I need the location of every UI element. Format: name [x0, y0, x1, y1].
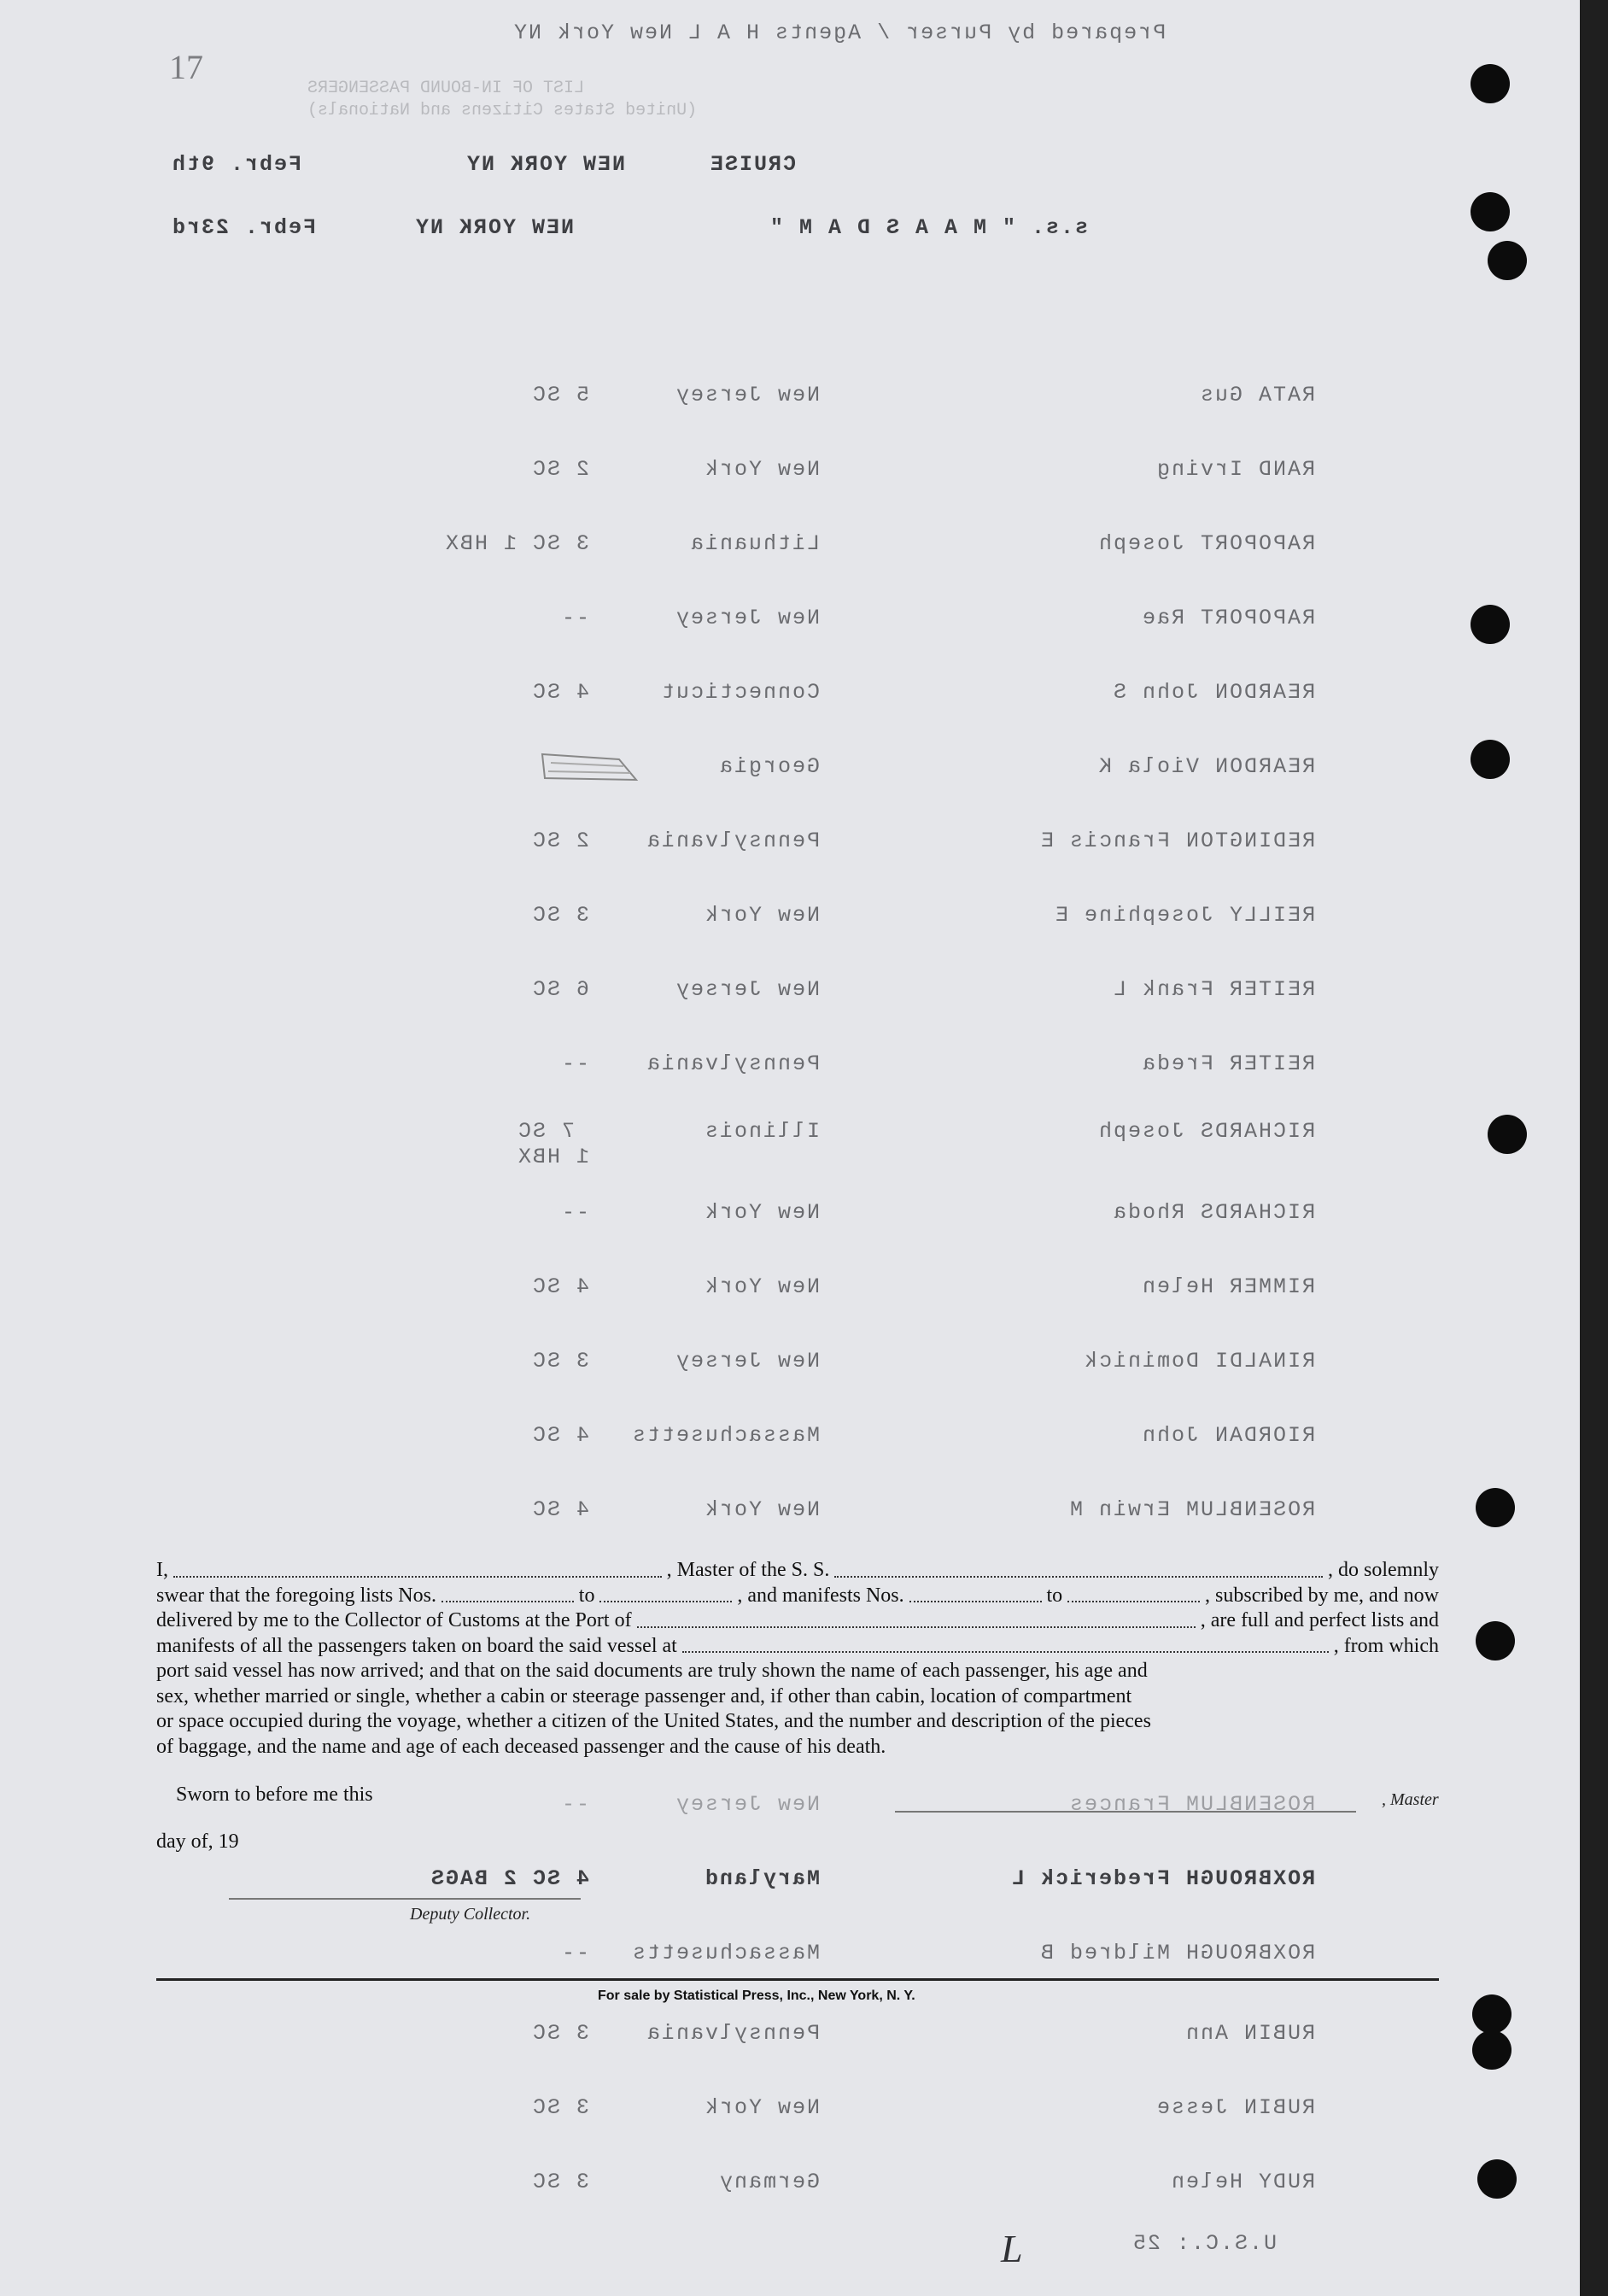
passenger-surname: REITER	[1227, 1051, 1315, 1076]
passenger-given-name: Mildred B	[1038, 1941, 1170, 1965]
passenger-surname: RAPOPORT	[1198, 606, 1315, 630]
passenger-baggage: --	[559, 1200, 589, 1225]
passenger-row	[0, 531, 1580, 565]
passenger-given-name: Joseph	[1096, 1119, 1184, 1144]
passenger-baggage: 6 SC	[530, 977, 589, 1002]
list-title: LIST OF IN-BOUND PASSENGERS	[307, 79, 585, 98]
passenger-residence: New York	[703, 1497, 820, 1522]
passenger-row	[0, 2095, 1580, 2129]
passenger-name	[956, 1792, 1315, 1817]
passenger-residence: Pennsylvania	[645, 829, 820, 853]
pencil-mark: L	[1001, 2227, 1023, 2270]
passenger-given-name: Frederick L	[1009, 1866, 1170, 1891]
passenger-residence: New Jersey	[674, 606, 820, 630]
passenger-residence: Germany	[717, 2170, 820, 2194]
passenger-name	[956, 1274, 1315, 1299]
punch-hole	[1488, 241, 1527, 280]
passenger-baggage: --	[559, 1051, 589, 1076]
passenger-baggage: 4 SC	[530, 1497, 589, 1522]
passenger-row	[0, 1200, 1580, 1234]
passenger-baggage: --	[559, 1941, 589, 1965]
passenger-name	[956, 1423, 1315, 1448]
passenger-residence: Connecticut	[659, 680, 820, 705]
passenger-row	[0, 1866, 1580, 1901]
passenger-given-name: John S	[1111, 680, 1199, 705]
passenger-surname: RAND	[1256, 457, 1315, 482]
passenger-baggage: 3 SC	[530, 2170, 589, 2194]
passenger-row	[0, 1941, 1580, 1975]
passenger-row	[0, 977, 1580, 1011]
passenger-baggage: 4 SC	[530, 1274, 589, 1299]
passenger-residence: Massachusetts	[630, 1941, 820, 1965]
passenger-baggage: 2 SC	[530, 457, 589, 482]
passenger-surname: RINALDI	[1213, 1349, 1315, 1374]
passenger-row	[0, 1051, 1580, 1086]
passenger-row	[0, 829, 1580, 863]
passenger-surname: RIORDAN	[1213, 1423, 1315, 1448]
passenger-baggage: 7 SC 1 HBX	[516, 1119, 589, 1169]
passenger-surname: RAPOPORT	[1198, 531, 1315, 556]
passenger-row	[0, 457, 1580, 491]
passenger-row	[0, 2170, 1580, 2204]
passenger-given-name: Jesse	[1155, 2095, 1228, 2120]
passenger-baggage: 5 SC	[530, 383, 589, 407]
passenger-name	[956, 829, 1315, 853]
passenger-baggage: --	[559, 1792, 589, 1817]
passenger-name	[956, 606, 1315, 630]
passenger-surname: REILLY	[1227, 903, 1315, 928]
passenger-row	[0, 1119, 1580, 1169]
departure-date: Febr. 9th	[171, 152, 302, 177]
passenger-given-name: Joseph	[1096, 531, 1184, 556]
passenger-name	[956, 680, 1315, 705]
passenger-name	[956, 1349, 1315, 1374]
passenger-surname: ROSENBLUM	[1184, 1497, 1315, 1522]
footer-rule	[156, 1978, 1439, 1981]
passenger-name	[956, 754, 1315, 779]
passenger-surname: REARDON	[1213, 754, 1315, 779]
passenger-residence: New York	[703, 1274, 820, 1299]
punch-hole	[1488, 1115, 1527, 1154]
punch-hole	[1476, 1488, 1515, 1527]
passenger-surname: REITER	[1227, 977, 1315, 1002]
passenger-surname: ROXBROUGH	[1184, 1941, 1315, 1965]
passenger-surname: RATA	[1256, 383, 1315, 407]
passenger-given-name: Helen	[1169, 2170, 1243, 2194]
passenger-surname: ROXBROUGH	[1184, 1866, 1315, 1891]
passenger-given-name: Rhoda	[1111, 1200, 1184, 1225]
passenger-name	[956, 1051, 1315, 1076]
arrival-date: Febr. 23rd	[171, 215, 317, 240]
passenger-given-name: Dominick	[1082, 1349, 1199, 1374]
passenger-given-name: Erwin M	[1067, 1497, 1170, 1522]
departure-port: NEW YORK NY	[465, 152, 626, 177]
passenger-residence: New York	[703, 1200, 820, 1225]
punch-hole	[1471, 605, 1510, 644]
passenger-surname: RUBIN	[1242, 2021, 1315, 2046]
passenger-row	[0, 383, 1580, 417]
punch-hole	[1477, 2159, 1517, 2199]
passenger-given-name: Francis E	[1038, 829, 1170, 853]
passenger-name	[956, 2170, 1315, 2194]
passenger-given-name: Frank L	[1111, 977, 1213, 1002]
passenger-residence: New Jersey	[674, 1792, 820, 1817]
passenger-name	[956, 1497, 1315, 1522]
passenger-row	[0, 754, 1580, 788]
punch-hole	[1472, 1994, 1512, 2034]
passenger-residence: Lithuania	[688, 531, 820, 556]
passenger-surname: ROSENBLUM	[1184, 1792, 1315, 1817]
passenger-name	[956, 531, 1315, 556]
passenger-residence: New York	[703, 903, 820, 928]
passenger-residence: Georgia	[717, 754, 820, 779]
passenger-name	[956, 1866, 1315, 1891]
passenger-baggage: 4 SC	[530, 1423, 589, 1448]
passenger-row	[0, 2021, 1580, 2055]
passenger-residence: New York	[703, 2095, 820, 2120]
passenger-given-name: Freda	[1140, 1051, 1213, 1076]
passenger-residence: New Jersey	[674, 1349, 820, 1374]
voyage-type: CRUISE	[709, 152, 797, 177]
passenger-row	[0, 606, 1580, 640]
passenger-residence: New Jersey	[674, 383, 820, 407]
passenger-surname: RICHARDS	[1198, 1200, 1315, 1225]
passenger-name	[956, 2095, 1315, 2120]
passenger-given-name: Helen	[1140, 1274, 1213, 1299]
passenger-row	[0, 1423, 1580, 1457]
day-of-line: day of, 19	[156, 1830, 239, 1853]
arrival-port: NEW YORK NY	[414, 215, 575, 240]
printer-credit: For sale by Statistical Press, Inc., New York, N. Y.	[598, 1988, 915, 2003]
list-subtitle: (United States Citizens and Nationals)	[307, 101, 698, 120]
master-label: , Master	[1382, 1790, 1439, 1809]
passenger-given-name: Josephine E	[1053, 903, 1213, 928]
scribble-mark	[538, 747, 640, 786]
deputy-label: Deputy Collector.	[410, 1905, 531, 1924]
passenger-surname: REDINGTON	[1184, 829, 1315, 853]
oath-text: I, , Master of the S. S. , do solemnly swear that the foregoing lists Nos. to , and manifests Nos. to , subscribed by me, and now delivered by me to the Collector of Customs at the Port of , are full and perfect lists and manifests of all the passengers taken on board the said vessel at , from which port said vessel has now arrived; and that on the said documents are truly shown the name of each passenger, his age and sex, whether married or single, whether a cabin or steerage passenger and, if other than cabin, location of compartment or space occupied during the voyage, whether a citizen of the United States, and the number and description of the pieces of baggage, and the name and age of each deceased passenger and the cause of his death.	[156, 1559, 1439, 1758]
passenger-given-name: Ann	[1184, 2021, 1228, 2046]
passenger-row	[0, 903, 1580, 937]
passenger-baggage: 3 SC 1 HBX	[443, 531, 589, 556]
passenger-given-name: Irving	[1155, 457, 1243, 482]
punch-hole	[1471, 64, 1510, 103]
passenger-name	[956, 1119, 1315, 1144]
passenger-surname: RIMMER	[1227, 1274, 1315, 1299]
passenger-residence: Pennsylvania	[645, 1051, 820, 1076]
passenger-given-name: Frances	[1067, 1792, 1170, 1817]
passenger-baggage: 4 SC 2 BAGS	[429, 1866, 589, 1891]
passenger-row	[0, 1274, 1580, 1309]
passenger-name	[956, 1200, 1315, 1225]
passenger-name	[956, 977, 1315, 1002]
passenger-baggage: 3 SC	[530, 2095, 589, 2120]
master-signature-line	[895, 1811, 1356, 1813]
passenger-baggage: 3 SC	[530, 2021, 589, 2046]
passenger-residence: New York	[703, 457, 820, 482]
passenger-row	[0, 680, 1580, 714]
passenger-residence: Pennsylvania	[645, 2021, 820, 2046]
sworn-line: Sworn to before me this	[176, 1784, 373, 1806]
passenger-name	[956, 2021, 1315, 2046]
passenger-residence: Maryland	[703, 1866, 820, 1891]
vessel-name: s.s. " M A A S D A M "	[769, 215, 1089, 240]
form-number: U.S.C.: 25	[1131, 2231, 1278, 2256]
passenger-residence: Illinois	[703, 1119, 820, 1144]
passenger-given-name: Gus	[1198, 383, 1243, 407]
passenger-given-name: Rae	[1140, 606, 1184, 630]
passenger-baggage: 3 SC	[530, 1349, 589, 1374]
passenger-name	[956, 457, 1315, 482]
passenger-residence: New Jersey	[674, 977, 820, 1002]
punch-hole	[1471, 740, 1510, 779]
passenger-baggage: 2 SC	[530, 829, 589, 853]
passenger-surname: RUBIN	[1242, 2095, 1315, 2120]
passenger-name	[956, 903, 1315, 928]
passenger-row	[0, 1497, 1580, 1532]
passenger-name	[956, 383, 1315, 407]
passenger-row	[0, 1349, 1580, 1383]
passenger-baggage: 3 SC	[530, 903, 589, 928]
passenger-name	[956, 1941, 1315, 1965]
passenger-baggage: 4 SC	[530, 680, 589, 705]
punch-hole	[1472, 2030, 1512, 2070]
passenger-given-name: Viola K	[1096, 754, 1199, 779]
page-number: 17	[169, 48, 203, 86]
passenger-surname: RUDY	[1256, 2170, 1315, 2194]
passenger-residence: Massachusetts	[630, 1423, 820, 1448]
passenger-surname: REARDON	[1213, 680, 1315, 705]
passenger-baggage: --	[559, 606, 589, 630]
punch-hole	[1471, 192, 1510, 231]
passenger-given-name: John	[1140, 1423, 1199, 1448]
deputy-signature-line	[229, 1898, 581, 1900]
preparer-line: Prepared by Purser / Agents H A L New York NY	[512, 20, 1167, 45]
passenger-surname: RICHARDS	[1198, 1119, 1315, 1144]
punch-hole	[1476, 1621, 1515, 1660]
